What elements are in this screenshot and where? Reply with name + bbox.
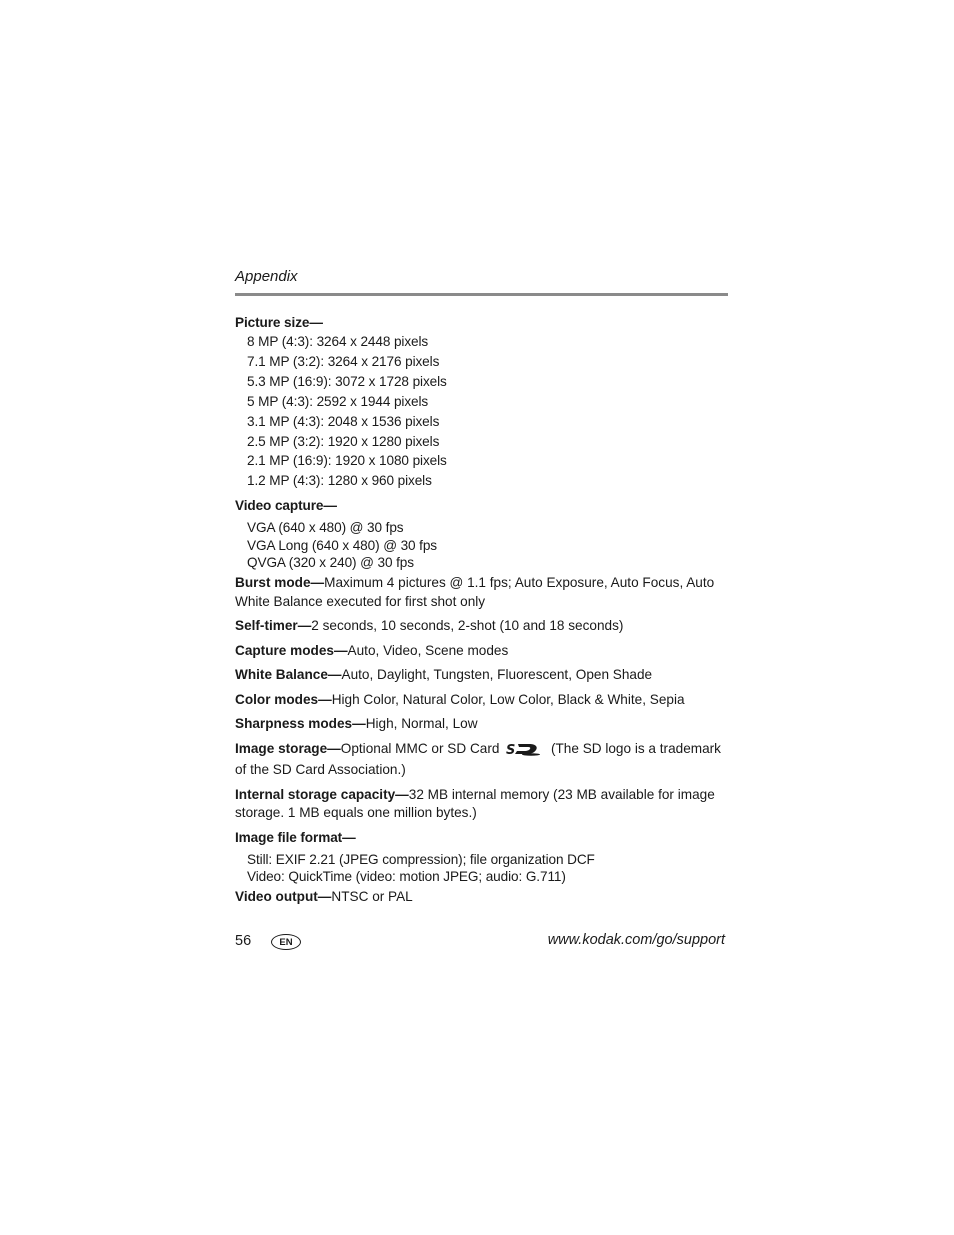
spec-internal-storage [235,786,728,823]
spec-burst-mode [235,574,728,611]
spec-picture-size [235,314,728,491]
list-item: 1.2 MP (4:3): 1280 x 960 pixels [247,473,432,489]
spec-self-timer [235,617,728,636]
spec-video-output [235,888,728,907]
spec-video-capture [235,497,728,572]
list-item: VGA Long (640 x 480) @ 30 fps [247,537,438,553]
spec-label: Sharpness modes— [235,716,366,732]
list-item: 3.1 MP (4:3): 2048 x 1536 pixels [247,413,440,429]
support-url: www.kodak.com/go/support [547,932,725,948]
spec-label: Internal storage capacity— [235,786,409,802]
spec-image-file-format [235,829,728,886]
spec-label: Self-timer— [235,618,312,634]
list-item: 5.3 MP (16:9): 3072 x 1728 pixels [247,373,447,389]
spec-value: (The SD logo is a trademark of the SD Card Association.) [235,740,721,778]
spec-label: Burst mode— [235,575,325,591]
svg-text:S: S [506,742,516,756]
spec-value: 2 seconds, 10 seconds, 2-shot (10 and 18 seconds) [311,618,624,634]
spec-label: Image storage— [235,740,341,756]
spec-value: NTSC or PAL [331,888,413,904]
spec-white-balance [235,666,728,685]
spec-value: High, Normal, Low [365,716,478,732]
list-item: 5 MP (4:3): 2592 x 1944 pixels [247,393,429,409]
spec-value: Auto, Daylight, Tungsten, Fluorescent, Open Shade [341,667,653,683]
spec-label: Capture modes— [235,642,348,658]
language-badge: EN [271,934,301,950]
spec-capture-modes [235,642,728,661]
list-item: 2.5 MP (3:2): 1920 x 1280 pixels [247,433,440,449]
spec-value: High Color, Natural Color, Low Color, Black & White, Sepia [331,691,685,707]
spec-value: Auto, Video, Scene modes [347,642,509,658]
spec-label: Color modes— [235,691,332,707]
page-footer [235,931,725,953]
spec-label: White Balance— [235,667,342,683]
video-capture-list [235,519,728,572]
list-item: Still: EXIF 2.21 (JPEG compression); file organization DCF [247,851,595,867]
spec-sharpness-modes [235,715,728,734]
spec-value: Maximum 4 pictures @ 1.1 fps; Auto Exposure, Auto Focus, Auto White Balance executed for first shot only [235,575,715,609]
section-header: Appendix [235,268,298,285]
page-number: 56 [235,933,252,949]
spec-label: Picture size— [235,315,323,330]
sd-logo-icon [505,742,543,762]
list-item: 2.1 MP (16:9): 1920 x 1080 pixels [247,453,447,469]
spec-label: Video capture— [235,498,337,514]
spec-value: Optional MMC or SD Card [340,740,500,756]
list-item: Video: QuickTime (video: motion JPEG; audio: G.711) [247,869,566,885]
spec-label: Video output— [235,888,332,904]
image-file-format-list [235,851,728,886]
picture-size-list [235,332,728,491]
list-item: VGA (640 x 480) @ 30 fps [247,520,404,536]
spec-value: 32 MB internal memory (23 MB available for image storage. 1 MB equals one million bytes.) [235,786,715,821]
list-item: 8 MP (4:3): 3264 x 2448 pixels [247,334,429,349]
header-divider [235,293,728,296]
document-page [235,268,728,912]
spec-color-modes [235,691,728,710]
list-item: 7.1 MP (3:2): 3264 x 2176 pixels [247,353,440,369]
list-item: QVGA (320 x 240) @ 30 fps [247,555,414,571]
spec-image-storage [235,740,728,780]
spec-label: Image file format— [235,829,356,845]
